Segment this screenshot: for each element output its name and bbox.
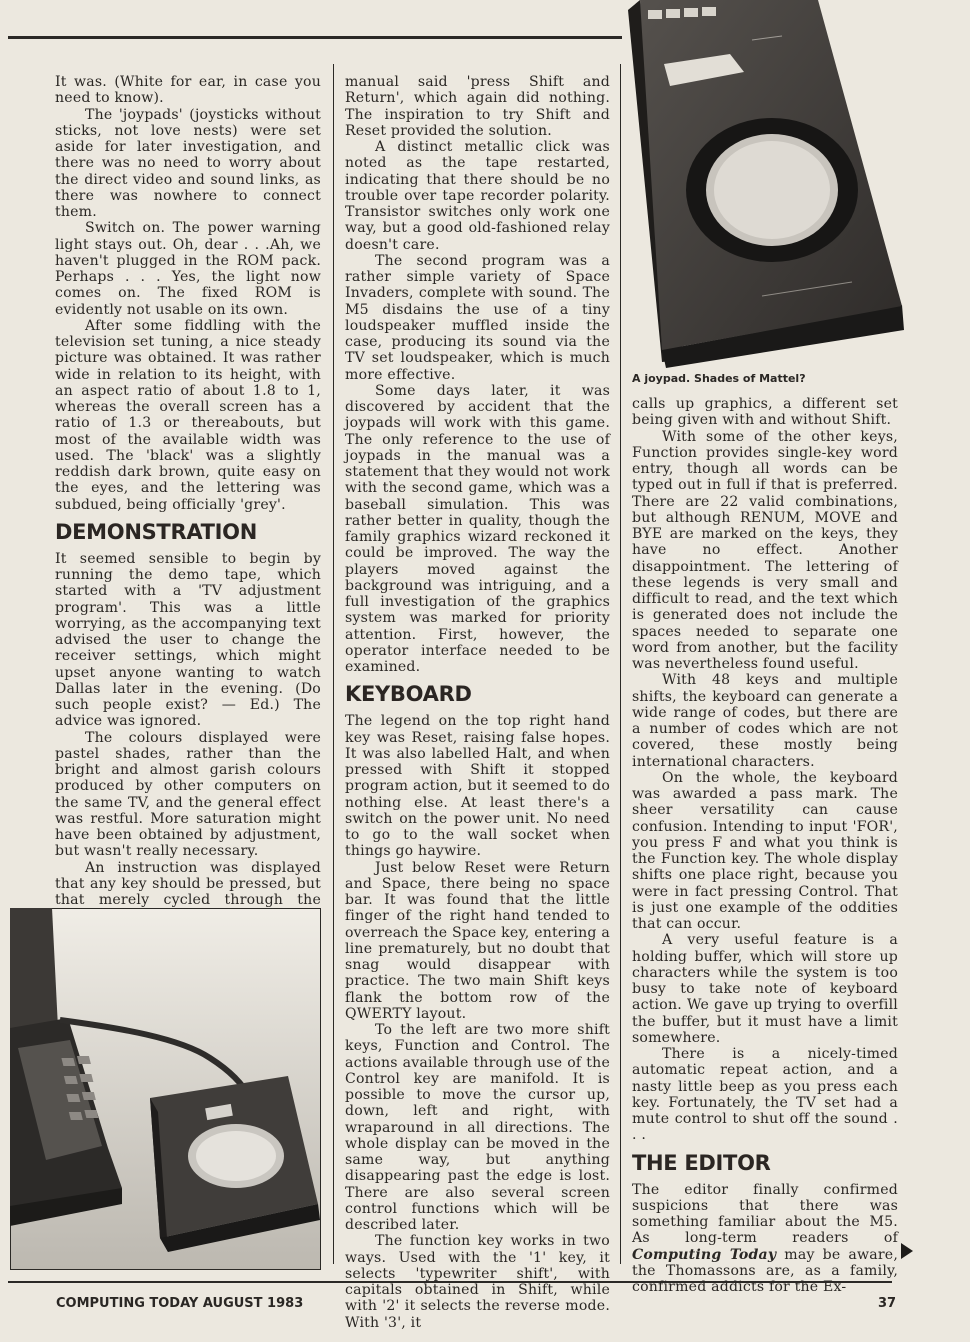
section-heading-demonstration: DEMONSTRATION bbox=[55, 519, 258, 544]
paragraph: There is a nicely-timed automatic repeat action, and a nasty little beep as you press each key. Fortunately, the TV set had a mute control to shut off the sound . . . bbox=[632, 1046, 898, 1144]
paragraph: With 48 keys and multiple shifts, the keyboard can generate a wide range of codes, but there are a number of codes which are not covered, these mostly being international characters. bbox=[632, 672, 898, 770]
paragraph bbox=[632, 1182, 898, 1296]
article-column-3 bbox=[632, 396, 898, 1295]
text-run: The editor finally confirmed suspicions that there was something familiar about the M5. As long-term readers of bbox=[632, 1181, 898, 1247]
continue-arrow-icon bbox=[901, 1243, 913, 1259]
paragraph: The function key works in two ways. Used with the '1' key, it selects 'typewriter shift', with capitals obtained in Shift, while with '2' it selects the reverse mode. With '3', it bbox=[345, 1233, 610, 1331]
text-run: may be aware, the Thomassons are, as a family, confirmed addicts for the Ex- bbox=[632, 1246, 899, 1295]
joypad-photo bbox=[622, 0, 908, 370]
paragraph: A distinct metallic click was noted as the tape restarted, indicating that there should be no trouble over tape recorder polarity. Transistor switches only work one way, but a good old-fashioned relay doesn't care. bbox=[345, 139, 610, 253]
computer-joypad-photo bbox=[10, 908, 321, 1270]
paragraph: calls up graphics, a different set being given with and without Shift. bbox=[632, 396, 898, 429]
paragraph: After some fiddling with the television set tuning, a nice steady picture was obtained. It was rather wide in relation to its height, with an aspect ratio of about 1.8 to 1, whereas the overall screen has a ratio of 1.3 or thereabouts, but most of the available width was used. The 'black' was a slightly reddish dark brown, quite easy on the eyes, and the lettering was subdued, being officially 'grey'. bbox=[55, 317, 321, 513]
paragraph: Some days later, it was discovered by accident that the joypads will work with this game. The only reference to the use of joypads in the manual was a statement that they would not work with the second game, which was a baseball simulation. This was rather better in quality, though the family graphics wizard reckoned it could be improved. The way the players moved against the background was intriguing, and a full investigation of the graphics system was marked for priority attention. First, however, the operator interface needed to be examined. bbox=[345, 382, 610, 675]
magazine-title: Computing Today bbox=[632, 1246, 777, 1263]
column-divider-1 bbox=[333, 64, 334, 1264]
paragraph: To the left are two more shift keys, Function and Control. The actions available through use of the Control key are manifold. It is possible to move the cursor up, down, left and right, with wraparound in all directions. The whole display can be moved in the same way, but anything disappearing past the edge is lost. There are also several screen control functions which will be described later. bbox=[345, 1022, 610, 1233]
paragraph: Just below Reset were Return and Space, there being no space bar. It was found that the little finger of the right hand tended to overreach the Space key, entering a line prematurely, but no doubt that snag would disappear with practice. The two main Shift keys flank the bottom row of the QWERTY layout. bbox=[345, 859, 610, 1022]
section-heading-keyboard: KEYBOARD bbox=[345, 682, 472, 707]
paragraph: manual said 'press Shift and Return', which again did nothing. The inspiration to try Shift and Reset provided the solution. bbox=[345, 74, 610, 139]
paragraph: An instruction was displayed that any key should be pressed, but that merely cycled through the bbox=[55, 859, 321, 908]
page-number: 37 bbox=[878, 1296, 897, 1311]
paragraph: A very useful feature is a holding buffer, which will store up characters while the system is too busy to take note of keyboard action. We gave up trying to overfill the buffer, but it must have a limit somewhere. bbox=[632, 932, 898, 1046]
article-column-1 bbox=[55, 74, 321, 941]
paragraph: The 'joypads' (joysticks without sticks, not love nests) were set aside for later investigation, and there was no need to worry about the direct video and sound links, as there was nowhere to connect them. bbox=[55, 106, 321, 220]
paragraph: It seemed sensible to begin by running the demo tape, which started with a 'TV adjustment program'. This was a little worrying, as the accompanying text advised the user to change the receiver settings, which might upset anyone wanting to watch Dallas later in the evening. (Do such people exist? — Ed.) The advice was ignored. bbox=[55, 550, 321, 730]
column-divider-2 bbox=[620, 64, 621, 1264]
paragraph: The colours displayed were pastel shades, rather than the bright and almost garish colours produced by other computers on the same TV, and the general effect was restful. More saturation might have been obtained by adjustment, but wasn't really necessary. bbox=[55, 729, 321, 860]
section-heading-the-editor: THE EDITOR bbox=[632, 1150, 771, 1175]
footer-publication: COMPUTING TODAY AUGUST 1983 bbox=[56, 1296, 304, 1311]
paragraph: It was. (White for ear, in case you need to know). bbox=[55, 74, 321, 107]
paragraph: The second program was a rather simple variety of Space Invaders, complete with sound. The M5 disdains the use of a tiny loudspeaker muffled inside the case, producing its sound via the TV set loudspeaker, which is much more effective. bbox=[345, 252, 610, 383]
paragraph: The legend on the top right hand key was Reset, raising false hopes. It was also labelled Halt, and when pressed with Shift it stopped program action, but it seemed to do nothing else. At least there's a switch on the power unit. No need to go to the wall socket when things go haywire. bbox=[345, 713, 610, 860]
paragraph: With some of the other keys, Function provides single-key word entry, though all words can be typed out in full if that is preferred. There are 22 valid combinations, but although RENUM, MOVE and BYE are marked on the keys, they have no effect. Another disappointment. The lettering of these legends is very small and difficult to read, and the text which is generated does not include the spaces needed to separate one word from another, but the facility was nevertheless found useful. bbox=[632, 428, 898, 672]
paragraph: On the whole, the keyboard was awarded a pass mark. The sheer versatility can cause confusion. Intending to input 'FOR', you press F and what you think is the Function key. The whole display shifts one place right, because you were in fact pressing Control. That is just one example of the oddities that can occur. bbox=[632, 769, 898, 932]
article-column-2 bbox=[345, 74, 610, 1331]
photo-caption: A joypad. Shades of Mattel? bbox=[632, 372, 806, 385]
paragraph: Switch on. The power warning light stays out. Oh, dear . . .Ah, we haven't plugged in the ROM pack. Perhaps . . . Yes, the light now comes on. The fixed ROM is evidently not usable on its own. bbox=[55, 220, 321, 318]
